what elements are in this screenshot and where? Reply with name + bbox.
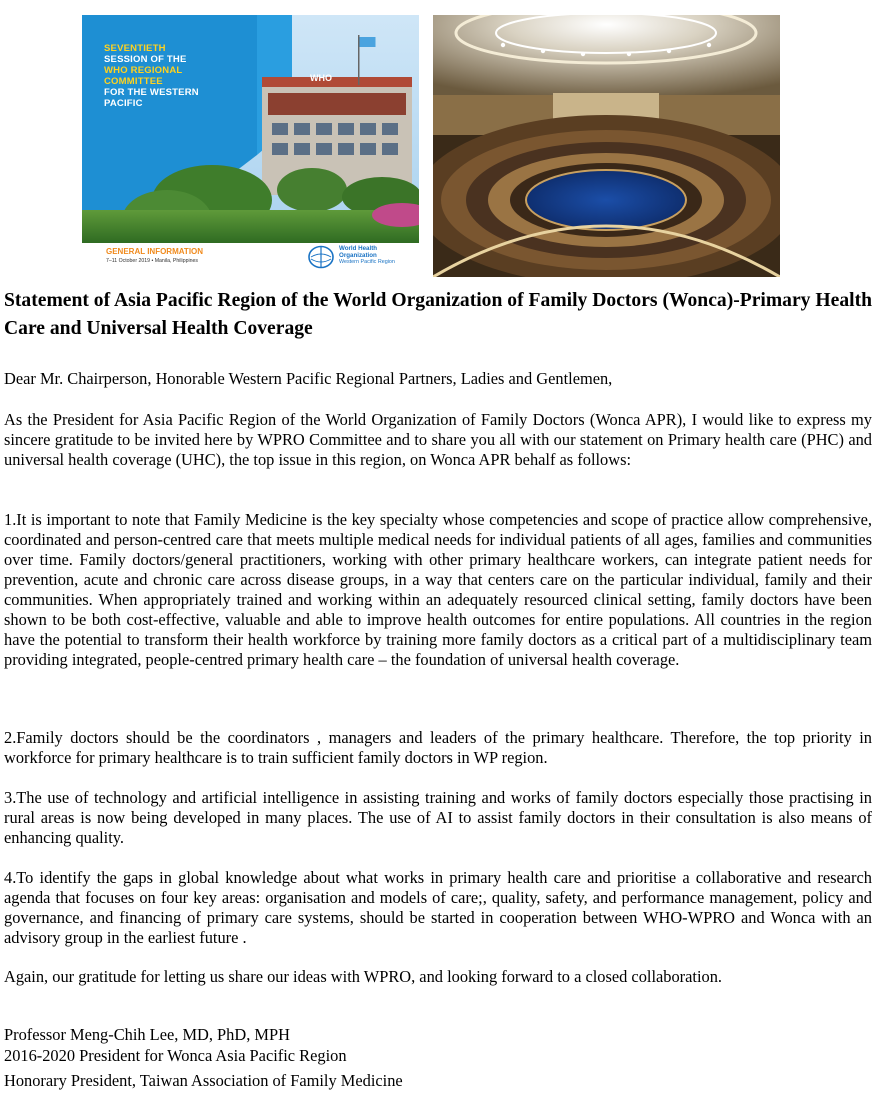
who-logo-line-2: Organization <box>339 251 377 259</box>
salutation: Dear Mr. Chairperson, Honorable Western Pacific Regional Partners, Ladies and Gentlemen, <box>4 369 613 388</box>
closing-paragraph: Again, our gratitude for letting us share our ideas with WPRO, and looking forward to a closed collaboration. <box>4 967 722 986</box>
poster-line-1: SEVENTIETH <box>104 43 166 54</box>
session-poster-image <box>82 15 419 277</box>
intro-paragraph: As the President for Asia Pacific Region of the World Organization of Family Doctors (Wonca APR), I would like to express my sincere gratitude to be invited here by WPRO Committee and to share you all with our statement on Primary health care (PHC) and universal health coverage (UHC), the top issue in this region, on Wonca APR behalf as follows: <box>4 410 872 469</box>
assembly-hall-photo <box>433 15 780 277</box>
assembly-hall-illustration <box>433 15 780 277</box>
signature-role-2: Honorary President, Taiwan Association of Family Medicine <box>4 1071 403 1090</box>
poster-line-6: PACIFIC <box>104 98 143 109</box>
who-logo-line-1: World Health <box>339 245 378 252</box>
poster-session-title <box>104 43 244 131</box>
poster-line-5: FOR THE WESTERN <box>104 87 199 98</box>
point-2-paragraph: 2.Family doctors should be the coordinators , managers and leaders of the primary healthcare. Therefore, the top priority in workforce for primary healthcare is to train sufficient family doctors in WP region. <box>4 728 872 767</box>
point-4-paragraph: 4.To identify the gaps in global knowledge about what works in primary health care and prioritise a collaborative and research agenda that focuses on four key areas: organisation and models of care;, quality, safety, and performance management, policy and governance, and financing of primary care systems, should be started in cooperation between WHO-WPRO and Wonca with an advisory group in the earliest future . <box>4 868 872 947</box>
poster-footer-title: GENERAL INFORMATION <box>106 247 204 256</box>
who-logo-line-3: Western Pacific Region <box>339 259 395 266</box>
point-1-paragraph: 1.It is important to note that Family Medicine is the key specialty whose competencies and scope of practice allow comprehensive, coordinated and person-centred care that meets multiple medical needs for individual patients of all ages, families and communities over time. Family doctors/general practitioners, working with other primary healthcare workers, can integrate patient needs for prevention, acute and chronic care across disease groups, in a way that centers care on the particular individual, family and their communities. When appropriately trained and working within an adequately resourced clinical setting, family doctors have been shown to be both cost-effective, valuable and able to improve health outcomes for entire populations. All countries in the region have the potential to transform their health workforce by training more family doctors as a critical part of a multidisciplinary team providing integrated, people-centred primary health care – the foundation of universal health coverage. <box>4 510 872 669</box>
poster-line-2: SESSION OF THE <box>104 54 187 65</box>
svg-text:WHO: WHO <box>310 73 332 83</box>
poster-line-3: WHO REGIONAL <box>104 65 183 76</box>
statement-title: Statement of Asia Pacific Region of the World Organization of Family Doctors (Wonca)-Primary Health Care and Universal Health Coverage <box>4 290 872 339</box>
signature-role-1: 2016-2020 President for Wonca Asia Pacific Region <box>4 1046 347 1065</box>
who-emblem-icon <box>307 245 335 269</box>
signature-name: Professor Meng-Chih Lee, MD, PhD, MPH <box>4 1025 290 1044</box>
who-logo <box>307 245 407 269</box>
point-3-paragraph: 3.The use of technology and artificial intelligence in assisting training and works of family doctors especially those practising in rural areas is now being developed in many places. The use of AI to assist family doctors in their consultation is also means of enhancing quality. <box>4 788 872 847</box>
poster-line-4: COMMITTEE <box>104 76 163 87</box>
poster-footer-dates: 7–11 October 2019 • Manila, Philippines <box>106 258 198 264</box>
